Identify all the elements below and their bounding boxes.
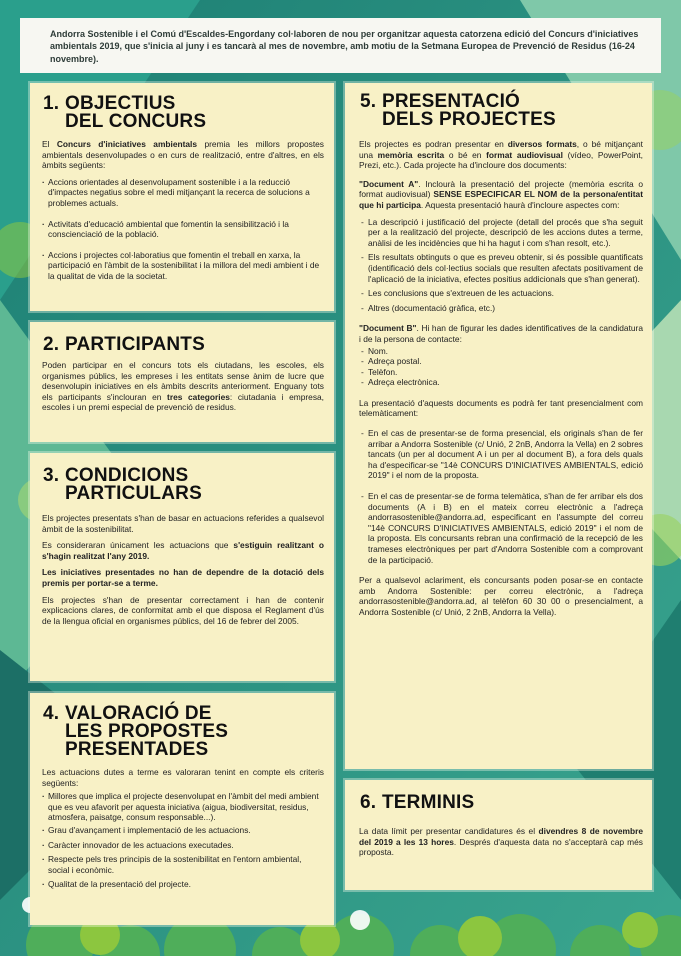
list-item: - Nom. xyxy=(359,346,643,357)
list-item: - En el cas de presentar-se de forma telemàtica, s'han de fer arribar els dos documents (A i B) en el mateix correu electrònic a l'adreça andorrasostenible@andorra.ad, especificant en l'assumpte del correu "14è CONCURS D'INICIATIVES AMBIENTALS, edició 2019" i el nom de la proposta. Els concursants rebran una confirmació de la recepció de les trameses electròniques per part d'Andorra Sostenible com a comprovant de la participació. xyxy=(359,491,643,565)
section-paragraph: Les iniciatives presentades no han de dependre de la dotació dels premis per portar-se a terme. xyxy=(42,567,324,588)
section-heading: 5. PRESENTACIÓ DELS PROJECTES xyxy=(360,91,556,130)
section-heading: 6. TERMINIS xyxy=(360,792,475,813)
section-paragraph: La presentació d'aquests documents es podrà fer tant presencialment com telemàticament: xyxy=(359,397,643,419)
document-b-paragraph: "Document B". Hi han de figurar les dades identificatives de la candidatura i de la persona de contacte: xyxy=(359,323,644,344)
section-participants xyxy=(30,322,334,442)
section-heading: 1. OBJECTIUS DEL CONCURS xyxy=(43,93,207,132)
document-a-paragraph: "Document A". Inclourà la presentació del projecte (memòria escrita o format audiovisual) SENSE ESPECIFICAR EL NOM de la persona/entitat que hi participa. Aquesta presentació haurà d'incloure aspectes com: xyxy=(359,178,644,210)
list-item: - La descripció i justificació del projecte (detall del procés que s'ha seguit per a la realització del projecte, descripció de les accions dutes a terme, anàlisi de les incidències que hi ha hagut i com s'han resolt, etc.). xyxy=(359,217,643,249)
list-item: - Les conclusions que s'extreuen de les actuacions. xyxy=(359,288,643,299)
section-paragraph: Els projectes es podran presentar en diversos formats, o bé mitjançant una memòria escrita o bé en format audiovisual (vídeo, PowerPoint, Prezi, etc.). Cada projecte ha d'incloure dos documents: xyxy=(359,139,644,171)
list-item: - Altres (documentació gràfica, etc.) xyxy=(359,303,643,314)
list-item: · Respecte pels tres principis de la sostenibilitat en l'entorn ambiental, social i econòmic. xyxy=(42,854,324,875)
section-heading: 4. VALORACIÓ DE LES PROPOSTES PRESENTADES xyxy=(43,703,229,760)
list-item: · Grau d'avançament i implementació de les actuacions. xyxy=(42,825,324,836)
section-paragraph: Poden participar en el concurs tots els ciutadans, les escoles, els organismes públics, les empreses i les entitats sense ànim de lucre que desenvolupin iniciatives en els àmbits descrits anteriorment. Enguany tots els participants s'inclouran en tres categories: ciutadania i empresa, escoles i un premi especial de prevenció de residus. xyxy=(42,360,325,413)
document-b-list xyxy=(359,346,643,388)
section-paragraph: Per a qualsevol aclariment, els concursants poden posar-se en contacte amb Andorra Sostenible: per correu electrònic, a l'adreça andorrasostenible@andorra.ad, al telèfon 60 30 00 o presencialment, a Andorra Sostenible (c/ Unió, 2 2nB, Andorra la Vella). xyxy=(359,575,643,617)
section-heading: 3. CONDICIONS PARTICULARS xyxy=(43,465,202,504)
list-item: · Qualitat de la presentació del projecte. xyxy=(42,879,324,890)
section-paragraph: Les actuacions dutes a terme es valoraran tenint en compte els criteris següents: xyxy=(42,767,324,788)
section-paragraph: Els projectes presentats s'han de basar en actuacions referides a qualsevol àmbit de la sostenibilitat. xyxy=(42,513,324,534)
list-item: - Els resultats obtinguts o que es preveu obtenir, si és possible quantificats (identificació dels col·lectius socials que resulten afectats positivament de l'aplicació de la iniciativa, efectes positius addicionals que s'han generat). xyxy=(359,252,643,284)
list-item: · Millores que implica el projecte desenvolupat en l'àmbit del medi ambient que es veu afavorit per aquesta iniciativa (aigua, biodiversitat, residus, atmosfera, paisatge, consum responsable...). xyxy=(42,791,324,823)
section-valoracio xyxy=(30,693,334,925)
list-item: · Accions orientades al desenvolupament sostenible i a la reducció d'impactes negatius sobre el medi mitjançant la recerca de solucions a problemes actuals. xyxy=(42,177,324,209)
criteria-list xyxy=(42,791,324,890)
section-presentacio xyxy=(345,83,652,769)
section-objectius xyxy=(30,83,334,311)
section-paragraph: El Concurs d'iniciatives ambientals premia les millors propostes ambientals desenvolupades o en curs de realització, entre d'altres, en els àmbits següents: xyxy=(42,139,324,171)
list-item: · Caràcter innovador de les actuacions executades. xyxy=(42,840,324,851)
list-item: - Adreça electrònica. xyxy=(359,377,643,388)
section-paragraph: Es consideraran únicament les actuacions que s'estiguin realitzant o s'hagin realitzat l'any 2019. xyxy=(42,540,324,561)
objectives-list xyxy=(42,177,324,282)
delivery-list xyxy=(359,428,643,565)
list-item: - Adreça postal. xyxy=(359,356,643,367)
section-condicions xyxy=(30,453,334,681)
section-heading: 2. PARTICIPANTS xyxy=(43,334,205,355)
intro-text: Andorra Sostenible i el Comú d'Escaldes-Engordany col·laboren de nou per organitzar aquesta catorzena edició del Concurs d'iniciatives ambientals 2019, que s'inicia al juny i es tancarà al mes de novembre, amb motiu de la Setmana Europea de Prevenció de Residus (16-24 novembre). xyxy=(20,18,661,73)
list-item: - En el cas de presentar-se de forma presencial, els originals s'han de fer arribar a Andorra Sostenible (c/ Unió, 2 2nB, Andorra la Vella) en 2 sobres tancats (un per al document A i un per al document B), a fora dels quals ha d'especificar-se "14è CONCURS D'INICIATIVES AMBIENTALS, edició 2019" i el nom de la proposta. xyxy=(359,428,643,481)
list-item: - Telèfon. xyxy=(359,367,643,378)
document-a-list xyxy=(359,217,643,314)
section-paragraph: La data límit per presentar candidatures és el divendres 8 de novembre del 2019 a les 13 hores. Després d'aquesta data no s'acceptarà cap més proposta. xyxy=(359,826,643,858)
list-item: · Activitats d'educació ambiental que fomentin la sensibilització i la conscienciació de la població. xyxy=(42,219,324,240)
section-paragraph: Els projectes s'han de presentar correctament i han de contenir explicacions clares, de conformitat amb el que disposa el Reglament d'ús de la llengua oficial en organismes públics, del 16 de febrer del 2005. xyxy=(42,594,324,626)
list-item: · Accions i projectes col·laboratius que fomentin el treball en xarxa, la participació en l'àmbit de la sostenibilitat i la millora del medi ambient i de la qualitat de vida de la societat. xyxy=(42,250,324,282)
section-terminis xyxy=(345,780,652,890)
